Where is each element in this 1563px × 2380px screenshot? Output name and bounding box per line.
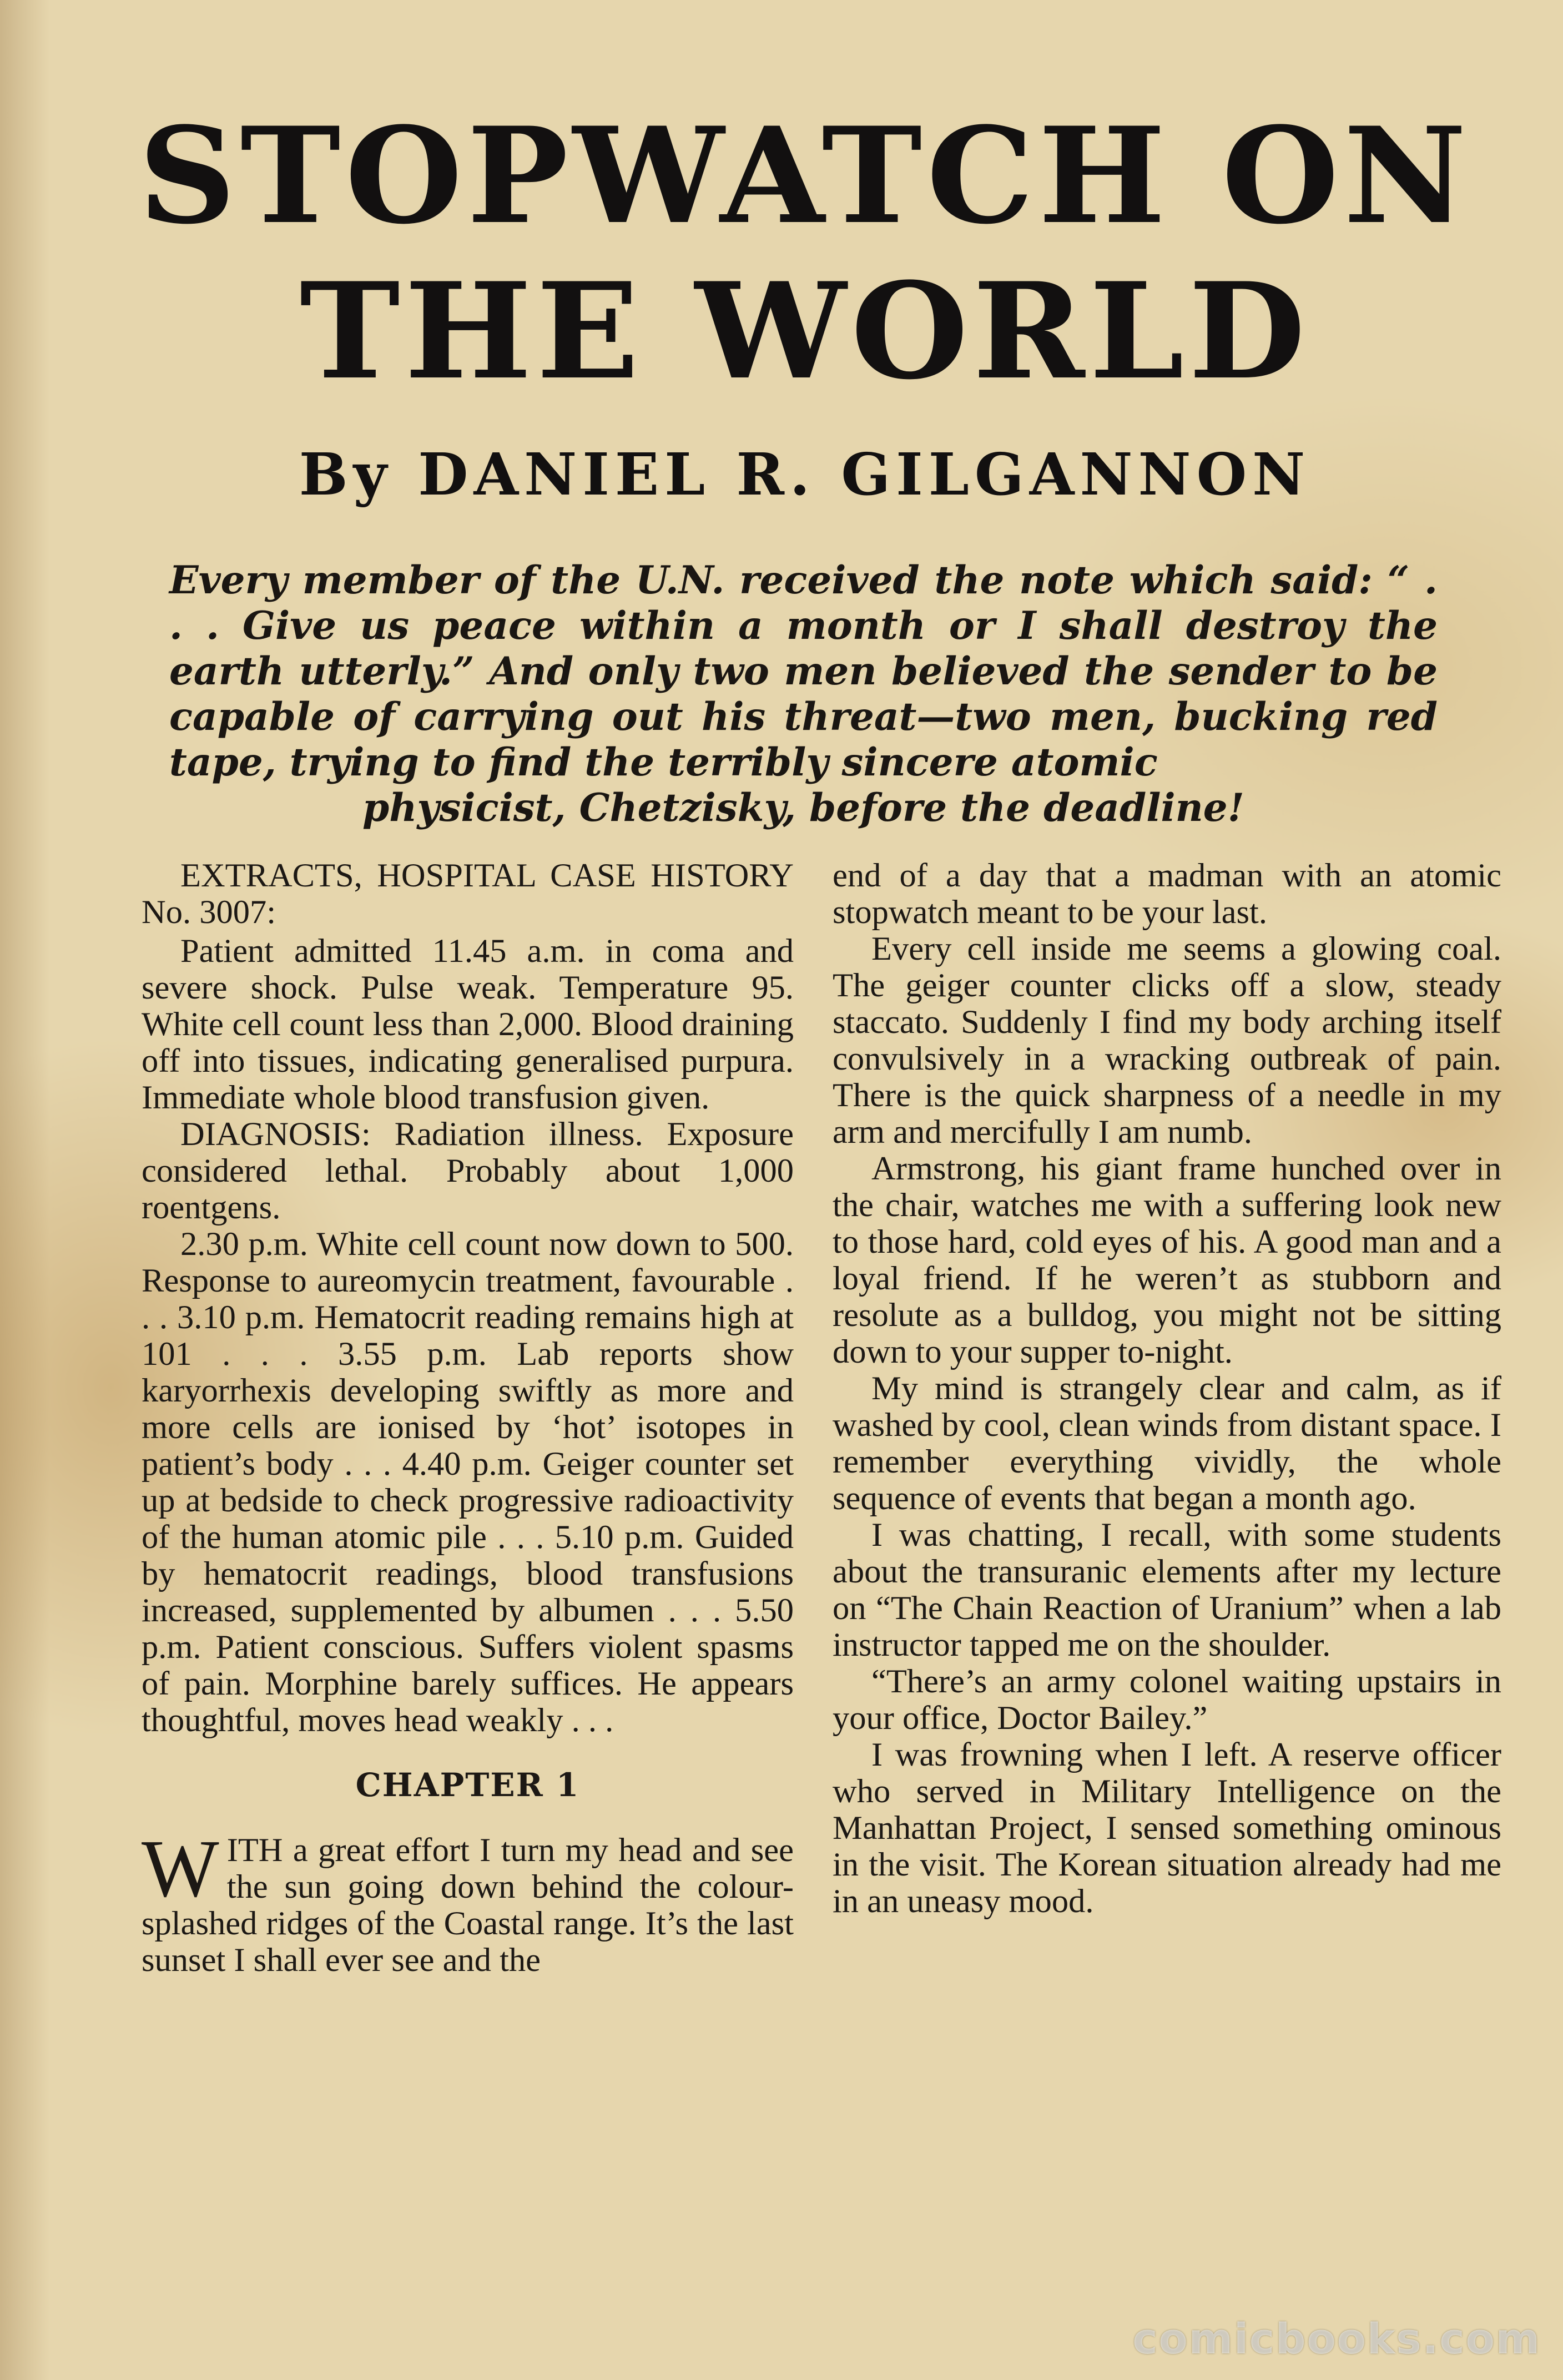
story-title-line-2: THE WORLD [299,254,1310,409]
right-paragraph-4: My mind is strangely clear and calm, as if washed by cool, clean winds from distant space. I remember everything vividly, the whole sequence of events that began a month ago. [833,1370,1501,1517]
intro-blurb-main: Every member of the U.N. received the note which said: “ . . . Give us peace within a month or I shall destroy the earth utterly.” And only two men believed the sender to be capable of carrying out his threat—two men, bucking red tape, trying to find the terribly sincere atomic [169,558,1438,785]
author-byline: By DANIEL R. GILGANNON [299,440,1311,508]
story-title-line-1: STOPWATCH ON [138,99,1471,254]
intro-blurb-last-line: physicist, Chetzisky, before the deadline! [362,785,1244,830]
right-column [833,858,1501,1920]
chapter-heading: CHAPTER 1 [355,1766,580,1804]
left-paragraph-4-text: ITH a great effort I turn my head and see the sun going down behind the colour-splashed ridges of the Coastal range. It’s the last sunset I shall ever see and the [142,1832,794,1979]
case-history-heading: EXTRACTS, HOSPITAL CASE HISTORY No. 3007: [142,857,794,931]
left-paragraph-4 [142,1823,794,1979]
right-paragraph-6: “There’s an army colonel waiting upstairs in your office, Doctor Bailey.” [833,1663,1501,1737]
right-paragraph-1: end of a day that a madman with an atomic stopwatch meant to be your last. [833,857,1501,931]
right-paragraph-3: Armstrong, his giant frame hunched over in the chair, watches me with a suffering look new to those hard, cold eyes of his. A good man and a loyal friend. If he weren’t as stubborn and resolute as a bulldog, you might not be sitting down to your supper to-night. [833,1150,1501,1370]
right-paragraph-2: Every cell inside me seems a glowing coal. The geiger counter clicks off a slow, steady staccato. Suddenly I find my body arching itself convulsively in a wracking outbreak of pain. There is the quick sharpness of a needle in my arm and mercifully I am numb. [833,930,1501,1151]
drop-cap: W [142,1823,219,1914]
left-paragraph-3: 2.30 p.m. White cell count now down to 500. Response to aureomycin treatment, favourable . . . 3.10 p.m. Hematocrit reading remains high at 101 . . . 3.55 p.m. Lab reports show karyorrhexis developing swiftly as more and more cells are ionised by ‘hot’ isotopes in patient’s body . . . 4.40 p.m. Geiger counter set up at bedside to check progressive radioactivity of the human atomic pile . . . 5.10 p.m. Guided by hematocrit readings, blood transfusions increased, supplemented by albumen . . . 5.50 p.m. Patient conscious. Suffers violent spasms of pain. Morphine barely suffices. He appears thoughtful, moves head weakly . . . [142,1226,794,1739]
right-paragraph-5: I was chatting, I recall, with some students about the transuranic elements after my lecture on “The Chain Reaction of Uranium” when a lab instructor tapped me on the shoulder. [833,1516,1501,1663]
site-watermark: comicbooks.com [1132,2314,1541,2363]
left-paragraph-1: Patient admitted 11.45 a.m. in coma and severe shock. Pulse weak. Temperature 95. White cell count less than 2,000. Blood draining off into tissues, indicating generalised purpura. Immediate whole blood transfusion given. [142,932,794,1116]
left-column [142,858,794,1979]
right-paragraph-7: I was frowning when I left. A reserve officer who served in Military Intelligence on the Manhattan Project, I sensed something ominous in the visit. The Korean situation already had me in an uneasy mood. [833,1736,1501,1920]
intro-blurb [169,558,1438,831]
left-paragraph-2: DIAGNOSIS: Radiation illness. Exposure considered lethal. Probably about 1,000 roentgens. [142,1116,794,1226]
